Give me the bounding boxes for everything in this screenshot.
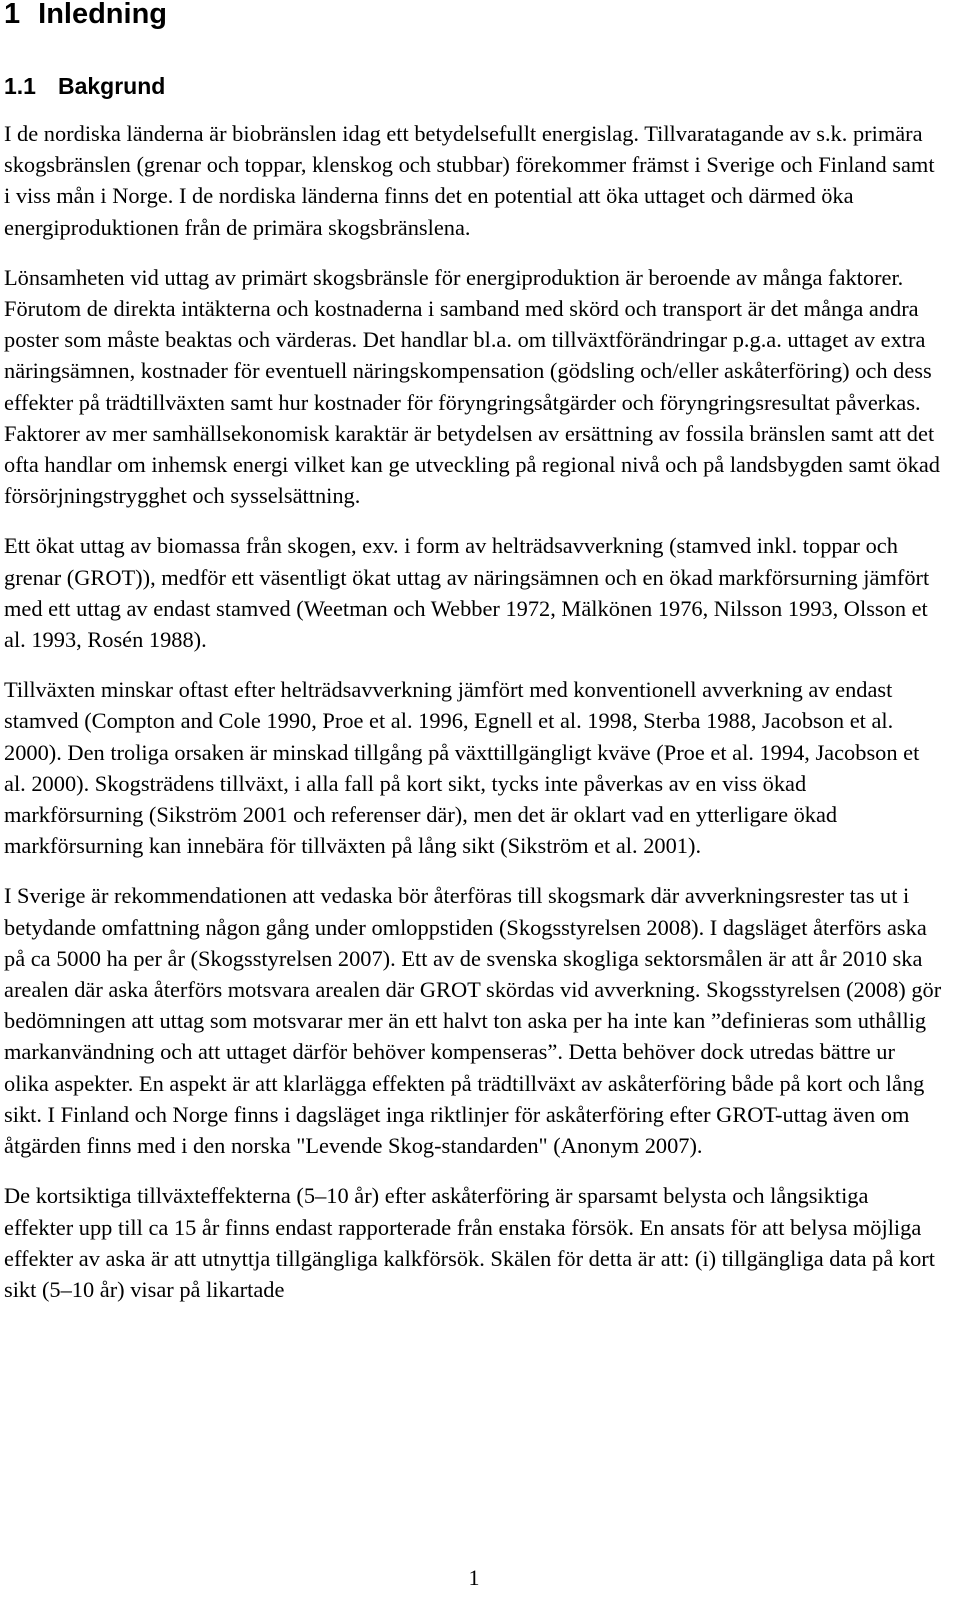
section-heading bbox=[4, 73, 165, 100]
page-number: 1 bbox=[468, 1565, 480, 1590]
paragraph-3: Ett ökat uttag av biomassa från skogen, exv. i form av helträdsavverkning (stamved inkl. toppar och grenar (GROT)), medför ett väsentligt ökat uttag av näringsämnen och en ökad markförsurning jämfört med ett uttag av endast stamved (Weetman och Webber 1972, Mälkönen 1976, Nilsson 1993, Olsson et al. 1993, Rosén 1988). bbox=[4, 533, 930, 653]
paragraph-5: I Sverige är rekommendationen att vedaska bör återföras till skogsmark där avverkningsrester tas ut i betydande omfattning någon gång under omloppstiden (Skogsstyrelsen 2008). I dagsläget återförs aska på ca 5000 ha per år (Skogsstyrelsen 2007). Ett av de svenska skogliga sektorsmålen är att år 2010 ska arealen där aska återförs motsvara arealen där GROT skördas vid avverkning. Skogsstyrelsen (2008) gör bedömningen att uttag som motsvarar mer än ett halvt ton aska per ha inte kan ”definieras som uthållig markanvändning och att uttaget därför behöver kompenseras”. Detta behöver dock utredas bättre ur olika aspekter. En aspekt är att klarlägga effekten på trädtillväxt av askåterföring både på kort och lång sikt. I Finland och Norge finns i dagsläget inga riktlinjer för askåterföring efter GROT-uttag även om åtgärden finns med i den norska "Levende Skog-standarden" (Anonym 2007). bbox=[4, 883, 942, 1159]
section-title: Bakgrund bbox=[57, 73, 166, 99]
section-number: 1.1 bbox=[4, 73, 36, 99]
body-text bbox=[4, 118, 942, 1324]
paragraph-4: Tillväxten minskar oftast efter helträdsavverkning jämfört med konventionell avverkning av endast stamved (Compton and Cole 1990, Proe et al. 1996, Egnell et al. 1998, Sterba 1988, Jacobson et al. 2000). Den troliga orsaken är minskad tillgång på växttillgängligt kväve (Proe et al. 1994, Jacobson et al. 2000). Skogsträdens tillväxt, i alla fall på kort sikt, tycks inte påverkas av en viss ökad markförsurning (Sikström 2001 och referenser där), men det är oklart vad en ytterligare ökad markförsurning kan innebära för tillväxten på lång sikt (Sikström et al. 2001). bbox=[4, 677, 920, 859]
paragraph-6: De kortsiktiga tillväxteffekterna (5–10 år) efter askåterföring är sparsamt belysta och långsiktiga effekter upp till ca 15 år finns endast rapporterade från enstaka försök. En ansats för att belysa möjliga effekter av aska är att utnyttja tillgängliga kalkförsök. Skälen för detta är att: (i) tillgängliga data på kort sikt (5–10 år) visar på likartade bbox=[4, 1183, 935, 1302]
paragraph-1: I de nordiska länderna är biobränslen idag ett betydelsefullt energislag. Tillvaratagande av s.k. primära skogsbränslen (grenar och toppar, klenskog och stubbar) förekommer främst i Sverige och Finland samt i viss mån i Norge. I de nordiska länderna finns det en potential att öka uttaget och därmed öka energiproduktionen från de primära skogsbränslena. bbox=[4, 121, 935, 240]
paragraph-2: Lönsamheten vid uttag av primärt skogsbränsle för energiproduktion är beroende av många faktorer. Förutom de direkta intäkterna och kostnaderna i samband med skörd och transport är det många andra poster som måste beaktas och värderas. Det handlar bl.a. om tillväxtförändringar p.g.a. uttaget av extra näringsämnen, kostnader för eventuell näringskompensation (gödsling och/eller askåterföring) och dess effekter på trädtillväxten samt hur kostnader för föryngringsåtgärder och föryngringsresultat påverkas. Faktorer av mer samhällsekonomisk karaktär är betydelsen av ersättning av fossila bränslen samt att det ofta handlar om inhemsk energi vilket kan ge utveckling på regional nivå och på landsbygden samt ökad försörjningstrygghet och sysselsättning. bbox=[4, 264, 941, 509]
chapter-heading bbox=[4, 0, 167, 31]
chapter-title: Inledning bbox=[38, 0, 168, 30]
chapter-number: 1 bbox=[4, 0, 21, 30]
